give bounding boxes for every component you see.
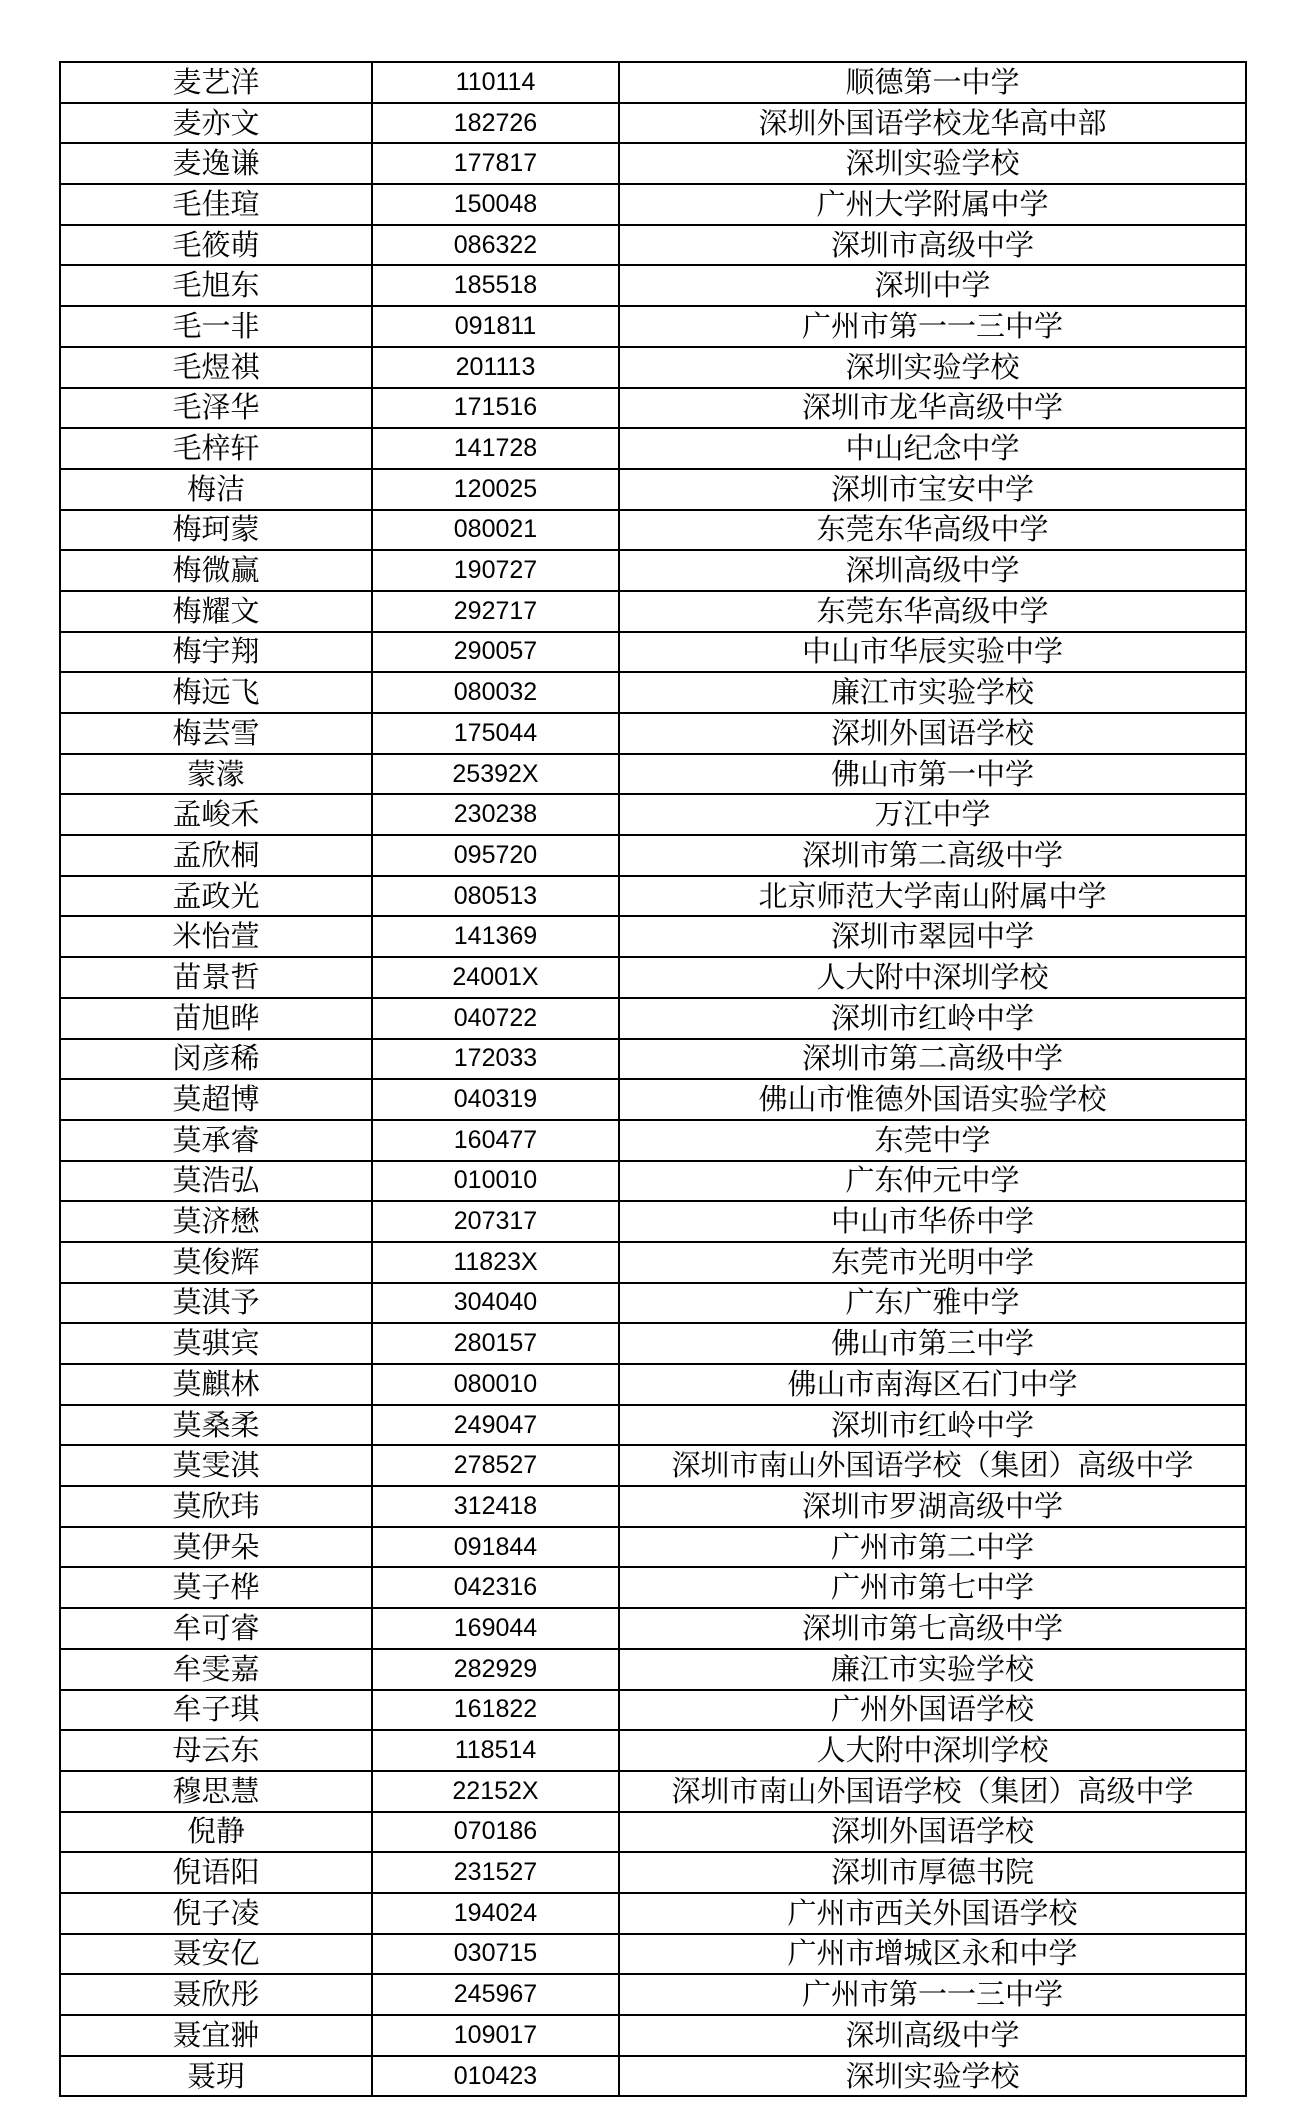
table-row <box>60 835 1246 876</box>
table-row <box>60 794 1246 835</box>
student-name-cell: 毛一非 <box>60 306 372 347</box>
school-name-cell: 广州市第七中学 <box>619 1567 1246 1608</box>
table-row <box>60 184 1246 225</box>
table-row <box>60 428 1246 469</box>
school-name-cell: 深圳市第二高级中学 <box>619 835 1246 876</box>
table-row <box>60 957 1246 998</box>
student-id-cell: 11823X <box>372 1242 619 1283</box>
table-row <box>60 265 1246 306</box>
table-row <box>60 1730 1246 1771</box>
school-name-cell: 深圳外国语学校龙华高中部 <box>619 103 1246 144</box>
school-name-cell: 廉江市实验学校 <box>619 1649 1246 1690</box>
student-name-cell: 聂宜翀 <box>60 2015 372 2056</box>
student-name-cell: 毛梓轩 <box>60 428 372 469</box>
student-id-cell: 292717 <box>372 591 619 632</box>
school-name-cell: 人大附中深圳学校 <box>619 957 1246 998</box>
student-id-cell: 278527 <box>372 1445 619 1486</box>
student-id-cell: 185518 <box>372 265 619 306</box>
student-id-cell: 070186 <box>372 1812 619 1853</box>
student-name-cell: 梅珂蒙 <box>60 510 372 551</box>
student-id-cell: 230238 <box>372 794 619 835</box>
student-id-cell: 091811 <box>372 306 619 347</box>
school-name-cell: 佛山市第一中学 <box>619 754 1246 795</box>
student-name-cell: 莫浩弘 <box>60 1161 372 1202</box>
table-row <box>60 1812 1246 1853</box>
student-name-cell: 毛泽华 <box>60 388 372 429</box>
table-row <box>60 2056 1246 2097</box>
student-name-cell: 蒙濛 <box>60 754 372 795</box>
school-name-cell: 广州市第一一三中学 <box>619 306 1246 347</box>
school-name-cell: 中山市华侨中学 <box>619 1201 1246 1242</box>
table-row <box>60 225 1246 266</box>
school-name-cell: 深圳市高级中学 <box>619 225 1246 266</box>
student-id-cell: 194024 <box>372 1893 619 1934</box>
student-id-cell: 118514 <box>372 1730 619 1771</box>
school-name-cell: 佛山市南海区石门中学 <box>619 1364 1246 1405</box>
student-name-cell: 毛筱萌 <box>60 225 372 266</box>
table-row <box>60 1405 1246 1446</box>
table-row <box>60 1161 1246 1202</box>
table-row <box>60 103 1246 144</box>
student-id-cell: 182726 <box>372 103 619 144</box>
table-row <box>60 916 1246 957</box>
student-id-cell: 25392X <box>372 754 619 795</box>
school-name-cell: 万江中学 <box>619 794 1246 835</box>
student-id-cell: 169044 <box>372 1608 619 1649</box>
student-name-cell: 莫淇予 <box>60 1283 372 1324</box>
school-name-cell: 广州大学附属中学 <box>619 184 1246 225</box>
student-name-cell: 苗景哲 <box>60 957 372 998</box>
table-row <box>60 1934 1246 1975</box>
student-id-cell: 010010 <box>372 1161 619 1202</box>
student-name-cell: 孟峻禾 <box>60 794 372 835</box>
student-id-cell: 080021 <box>372 510 619 551</box>
school-name-cell: 佛山市惟德外国语实验学校 <box>619 1079 1246 1120</box>
school-name-cell: 北京师范大学南山附属中学 <box>619 876 1246 917</box>
student-id-cell: 22152X <box>372 1771 619 1812</box>
student-id-cell: 245967 <box>372 1974 619 2015</box>
table-row <box>60 591 1246 632</box>
table-row <box>60 550 1246 591</box>
student-id-cell: 086322 <box>372 225 619 266</box>
student-name-cell: 倪静 <box>60 1812 372 1853</box>
student-name-cell: 莫伊朵 <box>60 1527 372 1568</box>
student-id-cell: 042316 <box>372 1567 619 1608</box>
table-row <box>60 1120 1246 1161</box>
school-name-cell: 中山纪念中学 <box>619 428 1246 469</box>
student-name-cell: 牟子琪 <box>60 1690 372 1731</box>
student-name-cell: 聂安亿 <box>60 1934 372 1975</box>
student-id-cell: 231527 <box>372 1852 619 1893</box>
student-name-cell: 梅远飞 <box>60 672 372 713</box>
student-name-cell: 莫承睿 <box>60 1120 372 1161</box>
student-id-cell: 280157 <box>372 1323 619 1364</box>
table-row <box>60 1242 1246 1283</box>
table-row <box>60 754 1246 795</box>
student-name-cell: 莫超博 <box>60 1079 372 1120</box>
student-id-cell: 171516 <box>372 388 619 429</box>
student-id-cell: 312418 <box>372 1486 619 1527</box>
student-id-cell: 177817 <box>372 143 619 184</box>
school-name-cell: 东莞东华高级中学 <box>619 591 1246 632</box>
student-id-cell: 141369 <box>372 916 619 957</box>
school-name-cell: 广东仲元中学 <box>619 1161 1246 1202</box>
table-row <box>60 1079 1246 1120</box>
student-id-cell: 120025 <box>372 469 619 510</box>
table-row <box>60 347 1246 388</box>
school-name-cell: 深圳中学 <box>619 265 1246 306</box>
student-id-cell: 207317 <box>372 1201 619 1242</box>
school-name-cell: 深圳市第七高级中学 <box>619 1608 1246 1649</box>
table-row <box>60 998 1246 1039</box>
table-row <box>60 632 1246 673</box>
student-table <box>59 61 1247 2097</box>
student-id-cell: 190727 <box>372 550 619 591</box>
table-row <box>60 1039 1246 1080</box>
student-name-cell: 米怡萱 <box>60 916 372 957</box>
table-row <box>60 876 1246 917</box>
student-name-cell: 穆思慧 <box>60 1771 372 1812</box>
school-name-cell: 顺德第一中学 <box>619 62 1246 103</box>
table-row <box>60 1974 1246 2015</box>
student-name-cell: 倪语阳 <box>60 1852 372 1893</box>
table-row <box>60 1201 1246 1242</box>
student-id-cell: 172033 <box>372 1039 619 1080</box>
school-name-cell: 深圳市罗湖高级中学 <box>619 1486 1246 1527</box>
school-name-cell: 深圳实验学校 <box>619 347 1246 388</box>
school-name-cell: 广州市第一一三中学 <box>619 1974 1246 2015</box>
student-name-cell: 闵彦稀 <box>60 1039 372 1080</box>
student-table-body <box>60 62 1246 2096</box>
student-name-cell: 母云东 <box>60 1730 372 1771</box>
student-id-cell: 110114 <box>372 62 619 103</box>
school-name-cell: 深圳市红岭中学 <box>619 998 1246 1039</box>
table-row <box>60 1283 1246 1324</box>
student-id-cell: 175044 <box>372 713 619 754</box>
student-name-cell: 苗旭晔 <box>60 998 372 1039</box>
table-row <box>60 1486 1246 1527</box>
table-row <box>60 1608 1246 1649</box>
student-id-cell: 282929 <box>372 1649 619 1690</box>
student-name-cell: 梅微赢 <box>60 550 372 591</box>
student-id-cell: 091844 <box>372 1527 619 1568</box>
student-name-cell: 梅宇翔 <box>60 632 372 673</box>
table-row <box>60 1364 1246 1405</box>
table-row <box>60 713 1246 754</box>
student-name-cell: 孟欣桐 <box>60 835 372 876</box>
student-id-cell: 040722 <box>372 998 619 1039</box>
school-name-cell: 深圳高级中学 <box>619 2015 1246 2056</box>
table-row <box>60 1445 1246 1486</box>
table-row <box>60 62 1246 103</box>
school-name-cell: 广东广雅中学 <box>619 1283 1246 1324</box>
student-id-cell: 109017 <box>372 2015 619 2056</box>
student-name-cell: 毛煜祺 <box>60 347 372 388</box>
student-id-cell: 150048 <box>372 184 619 225</box>
student-name-cell: 麦艺洋 <box>60 62 372 103</box>
school-name-cell: 东莞中学 <box>619 1120 1246 1161</box>
student-name-cell: 麦逸谦 <box>60 143 372 184</box>
student-name-cell: 莫济懋 <box>60 1201 372 1242</box>
school-name-cell: 深圳外国语学校 <box>619 713 1246 754</box>
table-row <box>60 1323 1246 1364</box>
table-row <box>60 510 1246 551</box>
student-id-cell: 010423 <box>372 2056 619 2097</box>
school-name-cell: 深圳市宝安中学 <box>619 469 1246 510</box>
school-name-cell: 深圳高级中学 <box>619 550 1246 591</box>
school-name-cell: 深圳市厚德书院 <box>619 1852 1246 1893</box>
student-name-cell: 莫麒林 <box>60 1364 372 1405</box>
student-id-cell: 201113 <box>372 347 619 388</box>
student-name-cell: 牟雯嘉 <box>60 1649 372 1690</box>
student-id-cell: 030715 <box>372 1934 619 1975</box>
student-id-cell: 304040 <box>372 1283 619 1324</box>
student-name-cell: 毛旭东 <box>60 265 372 306</box>
student-name-cell: 莫桑柔 <box>60 1405 372 1446</box>
school-name-cell: 深圳市南山外国语学校（集团）高级中学 <box>619 1771 1246 1812</box>
school-name-cell: 佛山市第三中学 <box>619 1323 1246 1364</box>
school-name-cell: 广州外国语学校 <box>619 1690 1246 1731</box>
student-id-cell: 161822 <box>372 1690 619 1731</box>
school-name-cell: 深圳实验学校 <box>619 2056 1246 2097</box>
table-row <box>60 469 1246 510</box>
student-name-cell: 聂玥 <box>60 2056 372 2097</box>
student-id-cell: 080513 <box>372 876 619 917</box>
student-name-cell: 倪子凌 <box>60 1893 372 1934</box>
table-row <box>60 1893 1246 1934</box>
table-row <box>60 1852 1246 1893</box>
student-id-cell: 080032 <box>372 672 619 713</box>
student-list-sheet <box>59 61 1245 2093</box>
school-name-cell: 深圳市第二高级中学 <box>619 1039 1246 1080</box>
student-id-cell: 040319 <box>372 1079 619 1120</box>
school-name-cell: 中山市华辰实验中学 <box>619 632 1246 673</box>
student-id-cell: 141728 <box>372 428 619 469</box>
school-name-cell: 廉江市实验学校 <box>619 672 1246 713</box>
student-id-cell: 160477 <box>372 1120 619 1161</box>
student-name-cell: 莫骐宾 <box>60 1323 372 1364</box>
table-row <box>60 1649 1246 1690</box>
student-name-cell: 聂欣彤 <box>60 1974 372 2015</box>
student-name-cell: 牟可睿 <box>60 1608 372 1649</box>
school-name-cell: 深圳实验学校 <box>619 143 1246 184</box>
school-name-cell: 东莞市光明中学 <box>619 1242 1246 1283</box>
student-name-cell: 孟政光 <box>60 876 372 917</box>
student-name-cell: 莫子桦 <box>60 1567 372 1608</box>
table-row <box>60 1527 1246 1568</box>
table-row <box>60 2015 1246 2056</box>
student-name-cell: 莫雯淇 <box>60 1445 372 1486</box>
school-name-cell: 广州市西关外国语学校 <box>619 1893 1246 1934</box>
school-name-cell: 广州市第二中学 <box>619 1527 1246 1568</box>
school-name-cell: 深圳市龙华高级中学 <box>619 388 1246 429</box>
school-name-cell: 东莞东华高级中学 <box>619 510 1246 551</box>
table-row <box>60 388 1246 429</box>
student-name-cell: 梅芸雪 <box>60 713 372 754</box>
student-id-cell: 249047 <box>372 1405 619 1446</box>
student-name-cell: 莫俊辉 <box>60 1242 372 1283</box>
school-name-cell: 深圳市南山外国语学校（集团）高级中学 <box>619 1445 1246 1486</box>
school-name-cell: 广州市增城区永和中学 <box>619 1934 1246 1975</box>
student-id-cell: 095720 <box>372 835 619 876</box>
table-row <box>60 1771 1246 1812</box>
school-name-cell: 深圳市红岭中学 <box>619 1405 1246 1446</box>
table-row <box>60 306 1246 347</box>
school-name-cell: 人大附中深圳学校 <box>619 1730 1246 1771</box>
student-name-cell: 梅耀文 <box>60 591 372 632</box>
student-name-cell: 麦亦文 <box>60 103 372 144</box>
student-id-cell: 24001X <box>372 957 619 998</box>
student-id-cell: 290057 <box>372 632 619 673</box>
school-name-cell: 深圳市翠园中学 <box>619 916 1246 957</box>
table-row <box>60 143 1246 184</box>
student-name-cell: 毛佳瑄 <box>60 184 372 225</box>
student-name-cell: 梅洁 <box>60 469 372 510</box>
table-row <box>60 1567 1246 1608</box>
table-row <box>60 1690 1246 1731</box>
student-name-cell: 莫欣玮 <box>60 1486 372 1527</box>
student-id-cell: 080010 <box>372 1364 619 1405</box>
school-name-cell: 深圳外国语学校 <box>619 1812 1246 1853</box>
table-row <box>60 672 1246 713</box>
